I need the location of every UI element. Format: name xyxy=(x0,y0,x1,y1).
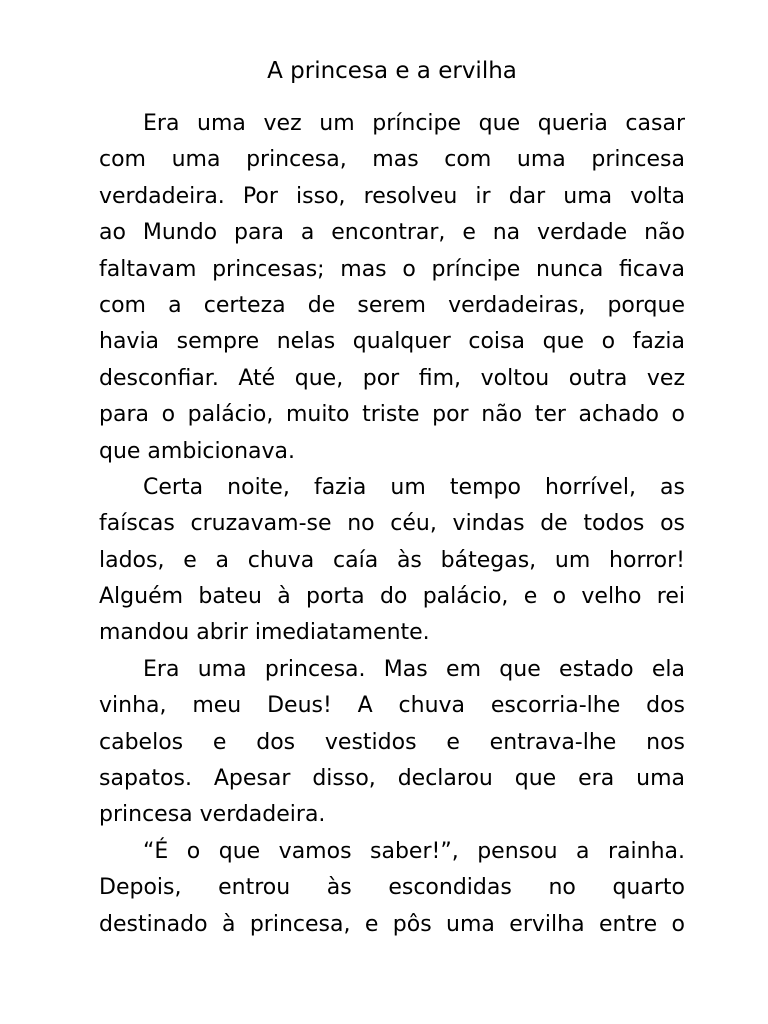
text-line: princesa verdadeira. xyxy=(99,802,326,828)
text-line: verdadeira. Por isso, resolveu ir dar uma volta xyxy=(99,183,685,209)
text-line: Depois, entrou às escondidas no quarto xyxy=(99,875,685,901)
text-line: faíscas cruzavam-se no céu, vindas de todos os xyxy=(99,511,685,537)
text-line: desconfiar. Até que, por fim, voltou outra vez xyxy=(99,365,685,391)
document-title: A princesa e a ervilha xyxy=(267,58,517,84)
text-line: Alguém bateu à porta do palácio, e o velho rei xyxy=(99,584,685,610)
text-line: mandou abrir imediatamente. xyxy=(99,620,430,646)
text-line: ao Mundo para a encontrar, e na verdade não xyxy=(99,220,685,246)
text-line: lados, e a chuva caía às bátegas, um horror! xyxy=(99,547,685,573)
text-line: Era uma vez um príncipe que queria casar xyxy=(143,111,685,136)
text-line: faltavam princesas; mas o príncipe nunca ficava xyxy=(99,256,685,282)
story-text xyxy=(99,106,685,943)
text-line: vinha, meu Deus! A chuva escorria-lhe dos xyxy=(99,693,685,719)
text-line: cabelos e dos vestidos e entrava-lhe nos xyxy=(99,729,685,755)
text-line: Certa noite, fazia um tempo horrível, as xyxy=(143,474,685,500)
text-line: com uma princesa, mas com uma princesa xyxy=(99,147,685,173)
text-line: para o palácio, muito triste por não ter achado o xyxy=(99,402,685,428)
text-line: com a certeza de serem verdadeiras, porque xyxy=(99,292,685,318)
text-line: Era uma princesa. Mas em que estado ela xyxy=(143,656,685,682)
text-line: havia sempre nelas qualquer coisa que o fazia xyxy=(99,329,685,355)
text-line: sapatos. Apesar disso, declarou que era uma xyxy=(99,766,685,792)
text-line: destinado à princesa, e pôs uma ervilha entre o xyxy=(99,911,685,937)
text-line: “É o que vamos saber!”, pensou a rainha. xyxy=(143,838,685,864)
text-line: que ambicionava. xyxy=(99,438,296,464)
